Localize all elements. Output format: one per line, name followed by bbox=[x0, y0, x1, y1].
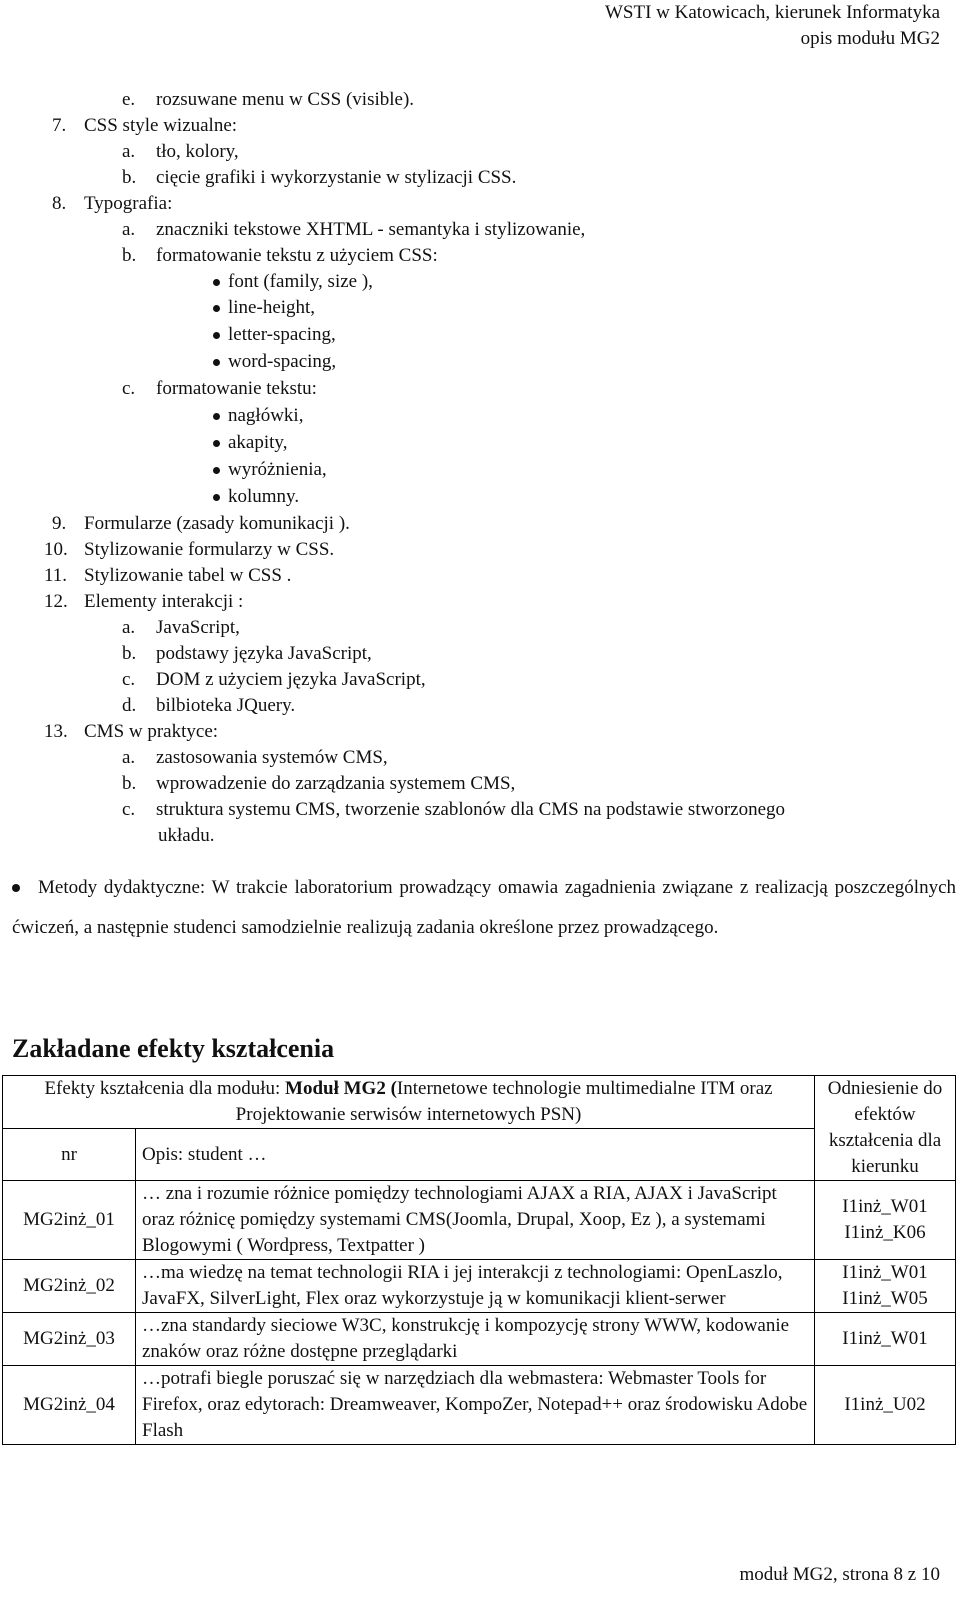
page-footer: moduł MG2, strona 8 z 10 bbox=[739, 1564, 940, 1585]
list-item: c. formatowanie tekstu: bbox=[122, 378, 317, 399]
bullet-item: line-height, bbox=[228, 295, 315, 321]
list-item: 13. CMS w praktyce: bbox=[44, 721, 219, 742]
row-nr: MG2inż_04 bbox=[3, 1366, 136, 1445]
row-ref: I1inż_U02 bbox=[815, 1366, 956, 1445]
list-item: a. JavaScript, bbox=[122, 617, 240, 638]
table-row bbox=[3, 1313, 956, 1366]
methods-paragraph bbox=[12, 868, 956, 948]
bullet-item: letter-spacing, bbox=[228, 322, 336, 348]
list-item: 7. CSS style wizualne: bbox=[52, 115, 238, 136]
row-ref: I1inż_W01 bbox=[815, 1313, 956, 1366]
bullet-item: word-spacing, bbox=[228, 349, 336, 375]
list-item: b. podstawy języka JavaScript, bbox=[122, 643, 372, 664]
row-ref: I1inż_W01 I1inż_W05 bbox=[815, 1260, 956, 1313]
row-opis: …ma wiedzę na temat technologii RIA i jej interakcji z technologiami: OpenLaszlo, JavaFX, SilverLight, Flex oraz wykorzystuje ją w komunikacji klient-serwer bbox=[136, 1260, 815, 1313]
outcomes-table bbox=[2, 1075, 956, 1445]
list-item: 12. Elementy interakcji : bbox=[44, 591, 244, 612]
list-item: e. rozsuwane menu w CSS (visible). bbox=[122, 89, 415, 110]
bullet-item: akapity, bbox=[228, 430, 287, 456]
table-row bbox=[3, 1181, 956, 1260]
bullet-item: nagłówki, bbox=[228, 403, 303, 429]
bullet-dot bbox=[12, 884, 20, 892]
header-module: opis modułu MG2 bbox=[800, 28, 940, 49]
list-item: 8. Typografia: bbox=[52, 193, 173, 214]
bullet-item: font (family, size ), bbox=[228, 269, 373, 295]
table-col-header-row bbox=[3, 1129, 956, 1181]
list-item: układu. bbox=[158, 825, 215, 846]
list-item: c. DOM z użyciem języka JavaScript, bbox=[122, 669, 426, 690]
row-nr: MG2inż_01 bbox=[3, 1181, 136, 1260]
row-opis: … zna i rozumie różnice pomiędzy technologiami AJAX a RIA, AJAX i JavaScript oraz różnicę pomiędzy systemami CMS(Joomla, Drupal, Xoop, Ez ), a systemami Blogowymi ( Wordpress, Textpatter ) bbox=[136, 1181, 815, 1260]
table-module-header: Efekty kształcenia dla modułu: Moduł MG2 (Internetowe technologie multimedialne ITM oraz Projektowanie serwisów internetowych PSN) bbox=[3, 1076, 815, 1129]
col-opis: Opis: student … bbox=[136, 1129, 815, 1181]
list-item: b. formatowanie tekstu z użyciem CSS: bbox=[122, 245, 438, 266]
list-item: 11. Stylizowanie tabel w CSS . bbox=[44, 565, 292, 586]
list-item: b. cięcie grafiki i wykorzystanie w stylizacji CSS. bbox=[122, 167, 517, 188]
list-item: 10. Stylizowanie formularzy w CSS. bbox=[44, 539, 335, 560]
row-nr: MG2inż_03 bbox=[3, 1313, 136, 1366]
row-ref: I1inż_W01 I1inż_K06 bbox=[815, 1181, 956, 1260]
row-opis: …potrafi biegle poruszać się w narzędziach dla webmastera: Webmaster Tools for Firefox, oraz edytorach: Dreamweaver, KompoZer, Notepad++ oraz środowisku Adobe Flash bbox=[136, 1366, 815, 1445]
header-institution: WSTI w Katowicach, kierunek Informatyka bbox=[604, 2, 940, 23]
row-nr: MG2inż_02 bbox=[3, 1260, 136, 1313]
bullet-item: kolumny. bbox=[228, 484, 299, 510]
ref-header: Odniesienie do efektów kształcenia dla kierunku bbox=[815, 1076, 956, 1181]
list-item: d. bilbioteka JQuery. bbox=[122, 695, 296, 716]
methods-text: Metody dydaktyczne: W trakcie laboratorium prowadzący omawia zagadnienia związane z realizacją poszczególnych ćwiczeń, a następnie studenci samodzielnie realizują zadania określone przez prowadzącego. bbox=[12, 877, 956, 938]
list-item: a. znaczniki tekstowe XHTML - semantyka i stylizowanie, bbox=[122, 219, 586, 240]
page-header bbox=[605, 0, 940, 52]
table-row bbox=[3, 1260, 956, 1313]
col-nr: nr bbox=[3, 1129, 136, 1181]
row-opis: …zna standardy sieciowe W3C, konstrukcję i kompozycję strony WWW, kodowanie znaków oraz różne dostępne przeglądarki bbox=[136, 1313, 815, 1366]
list-item: b. wprowadzenie do zarządzania systemem CMS, bbox=[122, 773, 516, 794]
list-item: c. struktura systemu CMS, tworzenie szablonów dla CMS na podstawie stworzonego bbox=[122, 799, 786, 820]
list-item: 9. Formularze (zasady komunikacji ). bbox=[52, 513, 350, 534]
section-title: Zakładane efekty kształcenia bbox=[12, 1034, 335, 1063]
bullet-item: wyróżnienia, bbox=[228, 457, 327, 483]
list-item: a. tło, kolory, bbox=[122, 141, 239, 162]
table-row bbox=[3, 1366, 956, 1445]
table-header-row bbox=[3, 1076, 956, 1129]
list-item: a. zastosowania systemów CMS, bbox=[122, 747, 388, 768]
